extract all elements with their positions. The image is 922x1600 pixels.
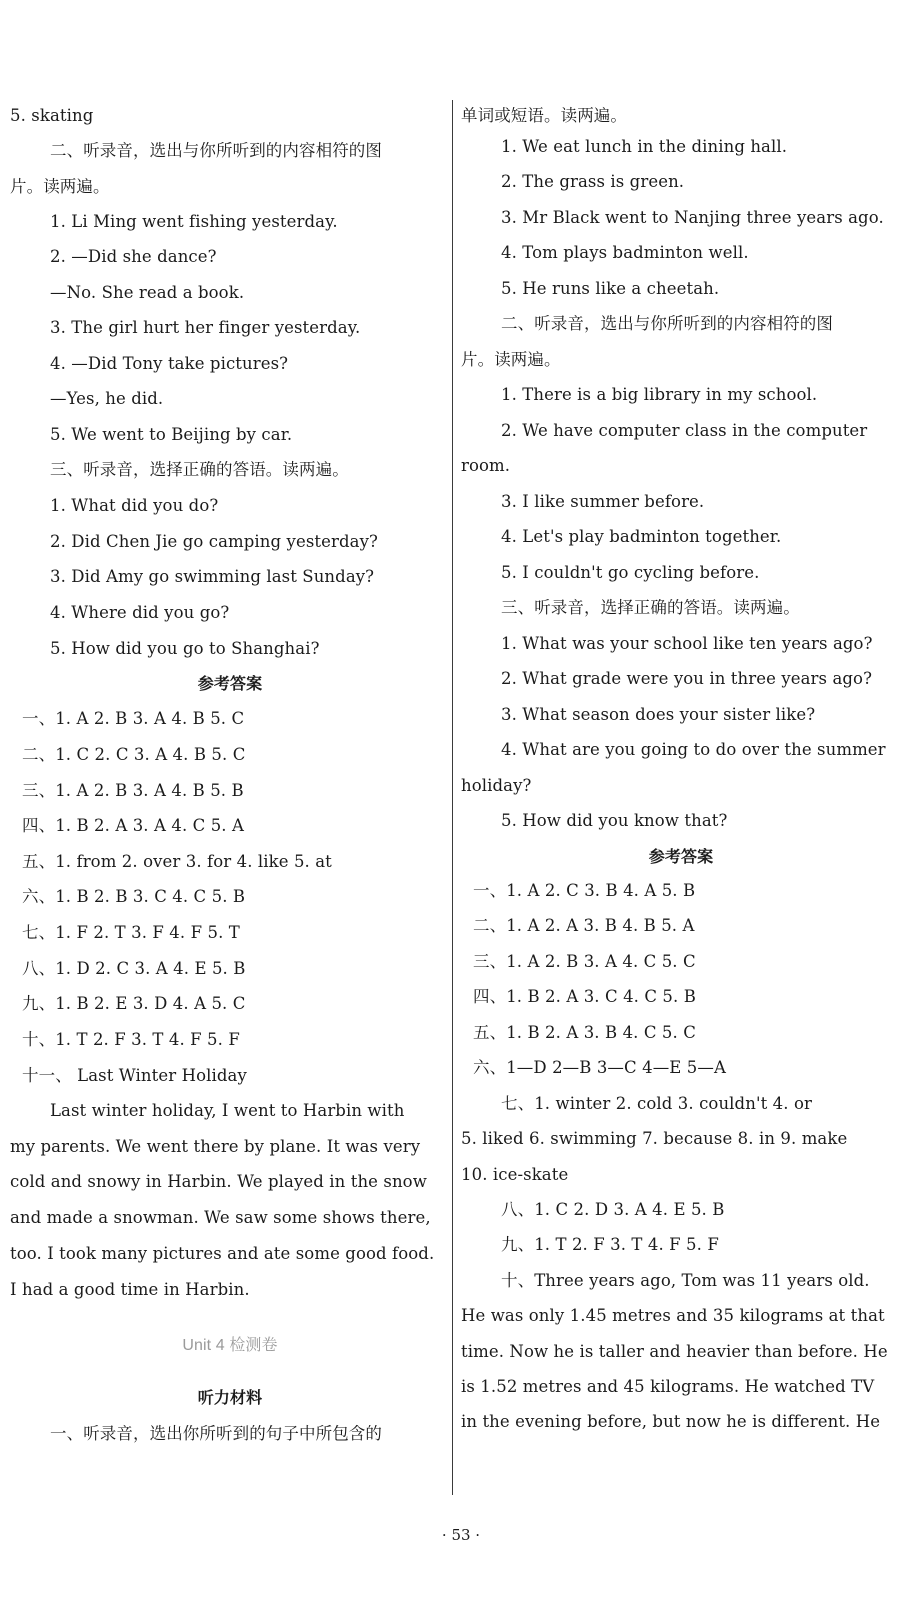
text-line: 五、1. from 2. over 3. for 4. like 5. at — [22, 852, 332, 871]
text-line: Last winter holiday, I went to Harbin with — [50, 1101, 405, 1120]
text-line: 1. We eat lunch in the dining hall. — [501, 137, 788, 156]
text-line: 七、1. F 2. T 3. F 4. F 5. T — [22, 923, 240, 942]
text-line: 5. How did you go to Shanghai? — [50, 639, 320, 658]
text-line: 八、1. C 2. D 3. A 4. E 5. B — [501, 1200, 725, 1219]
text-line: in the evening before, but now he is different. He — [461, 1412, 881, 1431]
text-line: 4. What are you going to do over the summer — [501, 740, 886, 759]
text-line: 2. The grass is green. — [501, 172, 685, 191]
text-line: 三、1. A 2. B 3. A 4. B 5. B — [22, 781, 244, 800]
text-line: room. — [461, 456, 511, 475]
text-line: 2. —Did she dance? — [50, 247, 217, 266]
text-line: 3. I like summer before. — [501, 492, 705, 511]
text-line: 听力材料 — [197, 1388, 263, 1407]
text-line: 5. I couldn't go cycling before. — [501, 563, 760, 582]
text-line: —No. She read a book. — [50, 283, 245, 302]
text-line: 二、听录音，选出与你所听到的内容相符的图 — [50, 141, 382, 160]
column-divider — [452, 100, 453, 1495]
text-line: 片。读两遍。 — [10, 177, 110, 196]
text-line: 九、1. T 2. F 3. T 4. F 5. F — [501, 1235, 719, 1254]
text-line: 九、1. B 2. E 3. D 4. A 5. C — [22, 994, 246, 1013]
text-line: 3. Mr Black went to Nanjing three years ago. — [501, 208, 884, 227]
text-line: 四、1. B 2. A 3. C 4. C 5. B — [473, 987, 696, 1006]
text-line: 十、Three years ago, Tom was 11 years old. — [501, 1271, 870, 1290]
text-line: 1. What did you do? — [50, 496, 219, 515]
text-line: time. Now he is taller and heavier than before. He — [461, 1342, 888, 1361]
text-line: 5. liked 6. swimming 7. because 8. in 9. make — [461, 1129, 848, 1148]
text-line: 2. What grade were you in three years ago? — [501, 669, 873, 688]
text-line: 4. Let's play badminton together. — [501, 527, 782, 546]
text-line: 1. Li Ming went fishing yesterday. — [50, 212, 338, 231]
text-line: 六、1—D 2—B 3—C 4—E 5—A — [473, 1058, 727, 1077]
text-line: 三、听录音，选择正确的答语。读两遍。 — [50, 460, 349, 479]
text-line: 4. Tom plays badminton well. — [501, 243, 749, 262]
text-line: 单词或短语。读两遍。 — [461, 106, 627, 125]
text-line: holiday? — [461, 776, 532, 795]
text-line: 1. There is a big library in my school. — [501, 385, 818, 404]
text-line: and made a snowman. We saw some shows there, — [10, 1208, 431, 1227]
text-line: Unit 4 检测卷 — [182, 1337, 278, 1354]
text-line: 5. We went to Beijing by car. — [50, 425, 293, 444]
text-line: He was only 1.45 metres and 35 kilograms at that — [461, 1306, 885, 1325]
text-line: 5. skating — [10, 106, 94, 125]
text-line: 参考答案 — [648, 847, 714, 866]
text-line: 七、1. winter 2. cold 3. couldn't 4. or — [501, 1094, 812, 1113]
text-line: 5. How did you know that? — [501, 811, 728, 830]
text-line: 2. Did Chen Jie go camping yesterday? — [50, 532, 378, 551]
text-line: 八、1. D 2. C 3. A 4. E 5. B — [22, 959, 246, 978]
text-line: 3. Did Amy go swimming last Sunday? — [50, 567, 375, 586]
text-line: 四、1. B 2. A 3. A 4. C 5. A — [22, 816, 245, 835]
text-line: 5. He runs like a cheetah. — [501, 279, 720, 298]
text-line: —Yes, he did. — [50, 389, 164, 408]
text-line: 4. —Did Tony take pictures? — [50, 354, 289, 373]
text-line: 10. ice-skate — [461, 1165, 569, 1184]
text-line: 4. Where did you go? — [50, 603, 230, 622]
text-line: 六、1. B 2. B 3. C 4. C 5. B — [22, 887, 246, 906]
text-line: 二、1. A 2. A 3. B 4. B 5. A — [473, 916, 695, 935]
text-line: 片。读两遍。 — [461, 350, 561, 369]
text-line: 一、1. A 2. B 3. A 4. B 5. C — [22, 709, 245, 728]
text-line: 一、1. A 2. C 3. B 4. A 5. B — [473, 881, 696, 900]
text-line: I had a good time in Harbin. — [10, 1280, 250, 1299]
text-line: 三、听录音，选择正确的答语。读两遍。 — [501, 598, 800, 617]
text-line: 3. The girl hurt her finger yesterday. — [50, 318, 361, 337]
text-line: 一、听录音，选出你所听到的句子中所包含的 — [50, 1424, 382, 1443]
text-line: 二、1. C 2. C 3. A 4. B 5. C — [22, 745, 246, 764]
page-number: · 53 · — [441, 1526, 481, 1544]
text-line: my parents. We went there by plane. It was very — [10, 1137, 421, 1156]
text-line: 五、1. B 2. A 3. B 4. C 5. C — [473, 1023, 696, 1042]
text-line: 十一、 Last Winter Holiday — [22, 1066, 247, 1085]
text-line: is 1.52 metres and 45 kilograms. He watched TV — [461, 1377, 875, 1396]
text-line: 十、1. T 2. F 3. T 4. F 5. F — [22, 1030, 240, 1049]
text-line: 三、1. A 2. B 3. A 4. C 5. C — [473, 952, 696, 971]
text-line: 2. We have computer class in the computer — [501, 421, 868, 440]
text-line: 二、听录音，选出与你所听到的内容相符的图 — [501, 314, 833, 333]
text-line: too. I took many pictures and ate some good food. — [10, 1244, 435, 1263]
text-line: 1. What was your school like ten years ago? — [501, 634, 873, 653]
text-line: 3. What season does your sister like? — [501, 705, 816, 724]
text-line: 参考答案 — [197, 674, 263, 693]
text-line: cold and snowy in Harbin. We played in the snow — [10, 1172, 427, 1191]
